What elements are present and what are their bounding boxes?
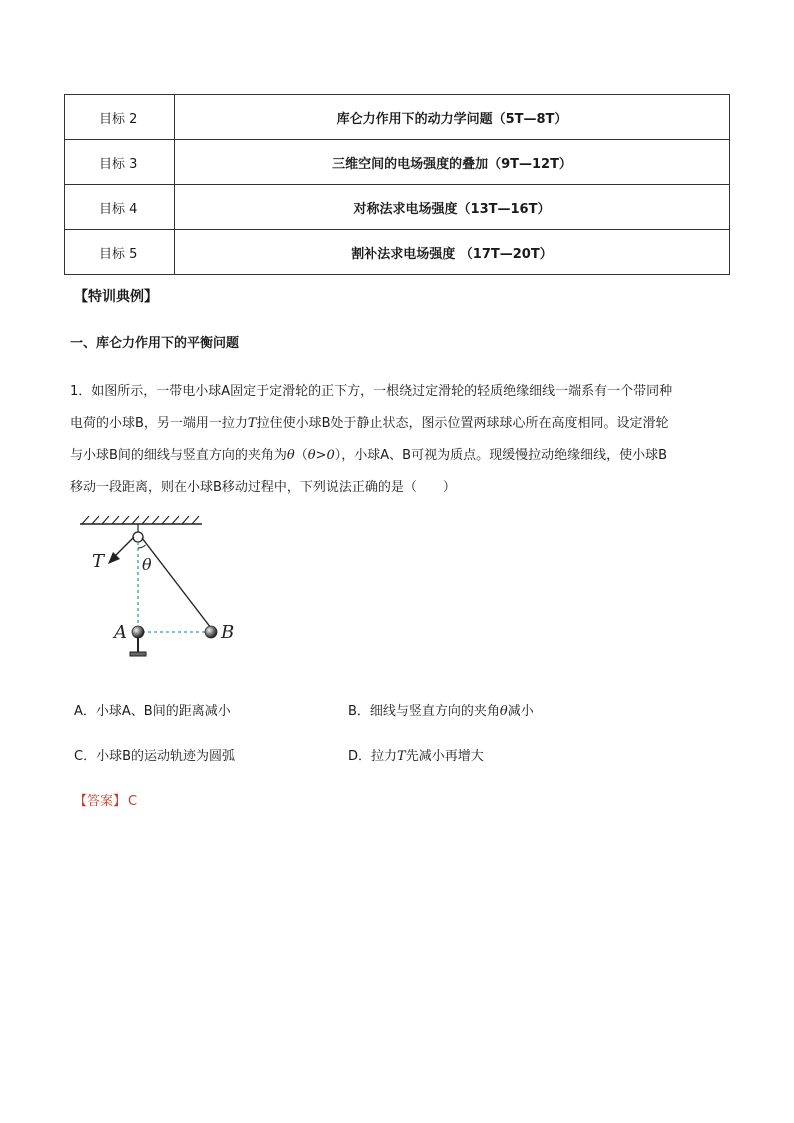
ball-b — [205, 626, 217, 638]
question-line: 移动一段距离，则在小球B移动过程中，下列说法正确的是（ ） — [70, 480, 456, 495]
ball-a — [132, 626, 144, 638]
goal-content: 三维空间的电场强度的叠加（9T—12T） — [175, 140, 730, 185]
pull-string — [114, 537, 134, 557]
pulley-diagram — [74, 508, 244, 668]
answer-value: C — [128, 794, 138, 809]
goal-row — [65, 95, 730, 140]
pulley-icon — [133, 532, 143, 542]
goal-label: 目标 5 — [65, 230, 175, 275]
option-b: B．细线与竖直方向的夹角θ减小 — [348, 704, 534, 719]
stand-base — [130, 652, 146, 656]
goal-label: 目标 4 — [65, 185, 175, 230]
answer — [74, 790, 137, 809]
option-d: D．拉力T先减小再增大 — [348, 749, 484, 764]
goal-content: 割补法求电场强度 （17T—20T） — [175, 230, 730, 275]
section-heading: 【特训典例】 — [74, 289, 158, 305]
label-a: A — [114, 622, 127, 643]
question-line: 电荷的小球B，另一端用一拉力T拉住使小球B处于静止状态，图示位置两球球心所在高度相同。设定滑轮 — [70, 416, 669, 431]
question-line: 与小球B间的细线与竖直方向的夹角为θ（θ>0），小球A、B可视为质点。现缓慢拉动绝缘细线，使小球B — [70, 448, 667, 463]
ceiling-hatch — [82, 516, 199, 524]
goal-label: 目标 3 — [65, 140, 175, 185]
string-to-b — [142, 538, 211, 628]
goals-table — [64, 94, 730, 275]
goal-row — [65, 185, 730, 230]
option-a: A．小球A、B间的距离减小 — [74, 704, 231, 719]
question-text — [70, 376, 730, 504]
answer-tag: 【答案】 — [74, 794, 127, 809]
label-t: T — [92, 551, 105, 572]
goal-label: 目标 2 — [65, 95, 175, 140]
theta-arc — [138, 545, 146, 548]
goal-row — [65, 230, 730, 275]
goal-row — [65, 140, 730, 185]
arrow-icon — [108, 552, 120, 564]
label-b: B — [221, 622, 235, 643]
goal-content: 库仑力作用下的动力学问题（5T—8T） — [175, 95, 730, 140]
goal-content: 对称法求电场强度（13T—16T） — [175, 185, 730, 230]
question-line: 1．如图所示，一带电小球A固定于定滑轮的正下方，一根绕过定滑轮的轻质绝缘细线一端系有一个带同种 — [70, 384, 673, 399]
label-theta: θ — [142, 555, 152, 574]
option-c: C．小球B的运动轨迹为圆弧 — [74, 749, 235, 764]
subheading: 一、库仑力作用下的平衡问题 — [70, 336, 240, 351]
